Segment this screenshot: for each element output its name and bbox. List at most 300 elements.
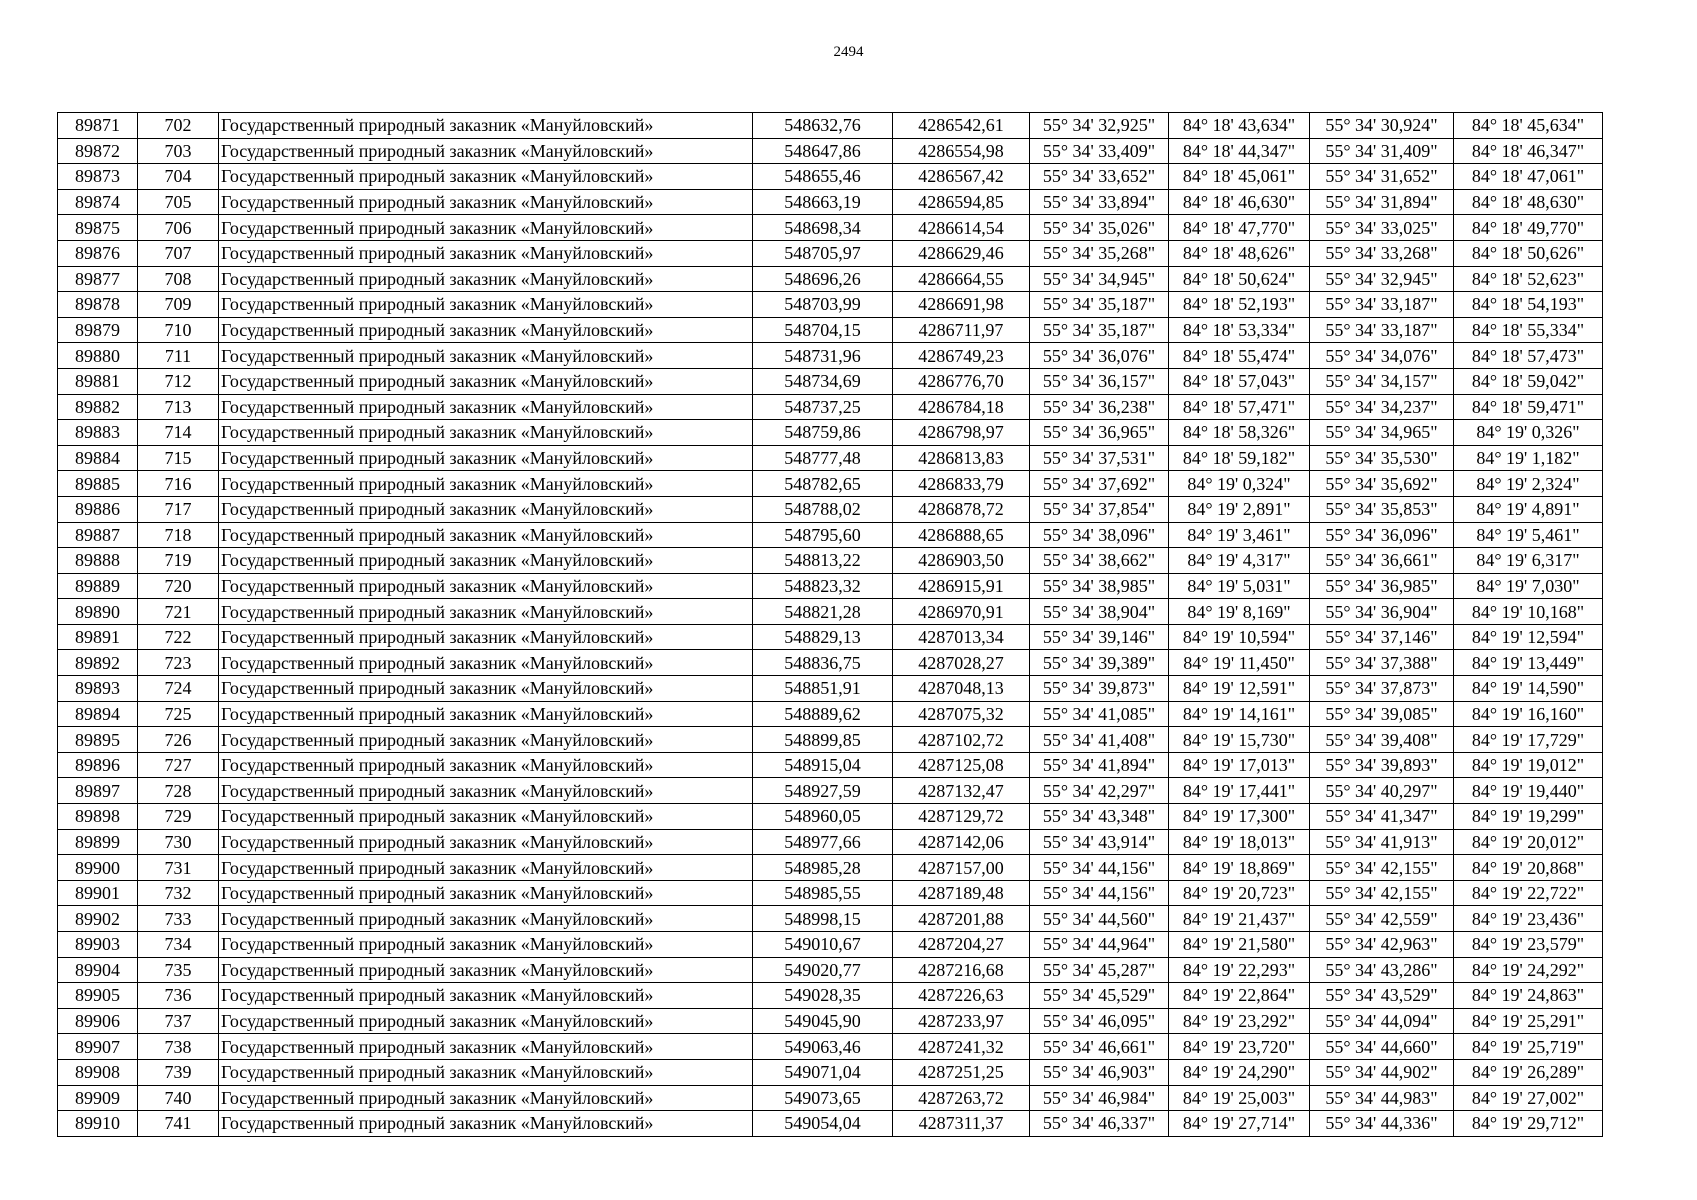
object-name-cell: Государственный природный заказник «Мануйловский» [219,676,753,702]
latitude-cell: 55° 34' 36,238" [1030,394,1169,420]
record-number-cell: 89873 [58,164,138,190]
x-coordinate-cell: 548899,85 [753,727,893,753]
object-name-cell: Государственный природный заказник «Мануйловский» [219,471,753,497]
point-number-cell: 733 [138,906,219,932]
longitude-cell: 84° 19' 27,714" [1169,1111,1310,1137]
object-name-cell: Государственный природный заказник «Мануйловский» [219,343,753,369]
object-name-cell: Государственный природный заказник «Мануйловский» [219,1008,753,1034]
longitude-alt-cell: 84° 19' 22,722" [1454,880,1603,906]
record-number-cell: 89890 [58,599,138,625]
point-number-cell: 703 [138,138,219,164]
record-number-cell: 89893 [58,676,138,702]
longitude-cell: 84° 19' 12,591" [1169,676,1310,702]
x-coordinate-cell: 548655,46 [753,164,893,190]
longitude-alt-cell: 84° 19' 2,324" [1454,471,1603,497]
object-name-cell: Государственный природный заказник «Мануйловский» [219,215,753,241]
latitude-cell: 55° 34' 44,560" [1030,906,1169,932]
latitude-cell: 55° 34' 36,076" [1030,343,1169,369]
point-number-cell: 737 [138,1008,219,1034]
x-coordinate-cell: 548927,59 [753,778,893,804]
x-coordinate-cell: 548985,55 [753,880,893,906]
latitude-cell: 55° 34' 35,187" [1030,317,1169,343]
object-name-cell: Государственный природный заказник «Мануйловский» [219,420,753,446]
latitude-alt-cell: 55° 34' 42,963" [1310,932,1454,958]
table-row [58,343,1603,369]
latitude-alt-cell: 55° 34' 43,529" [1310,983,1454,1009]
latitude-cell: 55° 34' 45,287" [1030,957,1169,983]
y-coordinate-cell: 4287204,27 [893,932,1030,958]
longitude-cell: 84° 19' 22,864" [1169,983,1310,1009]
record-number-cell: 89902 [58,906,138,932]
x-coordinate-cell: 549020,77 [753,957,893,983]
x-coordinate-cell: 549071,04 [753,1059,893,1085]
table-row [58,804,1603,830]
latitude-cell: 55° 34' 46,903" [1030,1059,1169,1085]
object-name-cell: Государственный природный заказник «Мануйловский» [219,727,753,753]
record-number-cell: 89910 [58,1111,138,1137]
table-row [58,1008,1603,1034]
point-number-cell: 735 [138,957,219,983]
table-row [58,548,1603,574]
point-number-cell: 710 [138,317,219,343]
longitude-alt-cell: 84° 19' 10,168" [1454,599,1603,625]
table-row [58,1111,1603,1137]
latitude-alt-cell: 55° 34' 34,237" [1310,394,1454,420]
point-number-cell: 709 [138,292,219,318]
table-row [58,215,1603,241]
record-number-cell: 89881 [58,368,138,394]
y-coordinate-cell: 4287132,47 [893,778,1030,804]
latitude-alt-cell: 55° 34' 40,297" [1310,778,1454,804]
y-coordinate-cell: 4287102,72 [893,727,1030,753]
longitude-alt-cell: 84° 19' 24,863" [1454,983,1603,1009]
object-name-cell: Государственный природный заказник «Мануйловский» [219,701,753,727]
longitude-alt-cell: 84° 19' 23,436" [1454,906,1603,932]
longitude-alt-cell: 84° 18' 59,471" [1454,394,1603,420]
y-coordinate-cell: 4287251,25 [893,1059,1030,1085]
record-number-cell: 89897 [58,778,138,804]
record-number-cell: 89896 [58,752,138,778]
x-coordinate-cell: 548829,13 [753,624,893,650]
point-number-cell: 716 [138,471,219,497]
x-coordinate-cell: 548698,34 [753,215,893,241]
object-name-cell: Государственный природный заказник «Мануйловский» [219,113,753,139]
x-coordinate-cell: 548977,66 [753,829,893,855]
object-name-cell: Государственный природный заказник «Мануйловский» [219,957,753,983]
x-coordinate-cell: 548737,25 [753,394,893,420]
point-number-cell: 711 [138,343,219,369]
point-number-cell: 702 [138,113,219,139]
object-name-cell: Государственный природный заказник «Мануйловский» [219,445,753,471]
latitude-cell: 55° 34' 32,925" [1030,113,1169,139]
record-number-cell: 89907 [58,1034,138,1060]
longitude-alt-cell: 84° 19' 14,590" [1454,676,1603,702]
table-row [58,164,1603,190]
latitude-cell: 55° 34' 43,914" [1030,829,1169,855]
record-number-cell: 89899 [58,829,138,855]
point-number-cell: 707 [138,240,219,266]
x-coordinate-cell: 549045,90 [753,1008,893,1034]
longitude-cell: 84° 18' 57,471" [1169,394,1310,420]
point-number-cell: 719 [138,548,219,574]
latitude-alt-cell: 55° 34' 34,076" [1310,343,1454,369]
longitude-alt-cell: 84° 19' 26,289" [1454,1059,1603,1085]
latitude-alt-cell: 55° 34' 31,894" [1310,189,1454,215]
table-row [58,932,1603,958]
object-name-cell: Государственный природный заказник «Мануйловский» [219,1111,753,1137]
object-name-cell: Государственный природный заказник «Мануйловский» [219,932,753,958]
table-row [58,1059,1603,1085]
latitude-cell: 55° 34' 41,894" [1030,752,1169,778]
table-row [58,496,1603,522]
latitude-alt-cell: 55° 34' 36,096" [1310,522,1454,548]
x-coordinate-cell: 548647,86 [753,138,893,164]
object-name-cell: Государственный природный заказник «Мануйловский» [219,1059,753,1085]
latitude-alt-cell: 55° 34' 37,388" [1310,650,1454,676]
y-coordinate-cell: 4287189,48 [893,880,1030,906]
y-coordinate-cell: 4286970,91 [893,599,1030,625]
record-number-cell: 89903 [58,932,138,958]
longitude-cell: 84° 19' 10,594" [1169,624,1310,650]
longitude-cell: 84° 19' 5,031" [1169,573,1310,599]
longitude-alt-cell: 84° 19' 25,719" [1454,1034,1603,1060]
longitude-alt-cell: 84° 19' 6,317" [1454,548,1603,574]
point-number-cell: 708 [138,266,219,292]
y-coordinate-cell: 4286629,46 [893,240,1030,266]
table-row [58,189,1603,215]
latitude-alt-cell: 55° 34' 33,025" [1310,215,1454,241]
latitude-alt-cell: 55° 34' 39,893" [1310,752,1454,778]
longitude-cell: 84° 18' 47,770" [1169,215,1310,241]
table-row [58,880,1603,906]
table-row [58,522,1603,548]
record-number-cell: 89885 [58,471,138,497]
latitude-alt-cell: 55° 34' 44,660" [1310,1034,1454,1060]
point-number-cell: 706 [138,215,219,241]
object-name-cell: Государственный природный заказник «Мануйловский» [219,650,753,676]
table-row [58,1085,1603,1111]
table-row [58,445,1603,471]
longitude-cell: 84° 19' 11,450" [1169,650,1310,676]
longitude-alt-cell: 84° 18' 45,634" [1454,113,1603,139]
longitude-alt-cell: 84° 18' 59,042" [1454,368,1603,394]
latitude-cell: 55° 34' 43,348" [1030,804,1169,830]
object-name-cell: Государственный природный заказник «Мануйловский» [219,573,753,599]
longitude-cell: 84° 18' 45,061" [1169,164,1310,190]
latitude-cell: 55° 34' 41,085" [1030,701,1169,727]
object-name-cell: Государственный природный заказник «Мануйловский» [219,804,753,830]
longitude-cell: 84° 19' 14,161" [1169,701,1310,727]
table-row [58,292,1603,318]
point-number-cell: 722 [138,624,219,650]
y-coordinate-cell: 4287142,06 [893,829,1030,855]
object-name-cell: Государственный природный заказник «Мануйловский» [219,164,753,190]
object-name-cell: Государственный природный заказник «Мануйловский» [219,1085,753,1111]
table-row [58,624,1603,650]
longitude-alt-cell: 84° 19' 20,868" [1454,855,1603,881]
x-coordinate-cell: 548788,02 [753,496,893,522]
point-number-cell: 714 [138,420,219,446]
longitude-alt-cell: 84° 18' 46,347" [1454,138,1603,164]
record-number-cell: 89891 [58,624,138,650]
y-coordinate-cell: 4287201,88 [893,906,1030,932]
table-row [58,752,1603,778]
latitude-cell: 55° 34' 36,157" [1030,368,1169,394]
latitude-cell: 55° 34' 36,965" [1030,420,1169,446]
record-number-cell: 89905 [58,983,138,1009]
x-coordinate-cell: 548663,19 [753,189,893,215]
point-number-cell: 726 [138,727,219,753]
table-row [58,676,1603,702]
object-name-cell: Государственный природный заказник «Мануйловский» [219,599,753,625]
point-number-cell: 718 [138,522,219,548]
latitude-alt-cell: 55° 34' 44,094" [1310,1008,1454,1034]
x-coordinate-cell: 548734,69 [753,368,893,394]
point-number-cell: 715 [138,445,219,471]
latitude-cell: 55° 34' 33,409" [1030,138,1169,164]
longitude-cell: 84° 18' 43,634" [1169,113,1310,139]
latitude-cell: 55° 34' 35,187" [1030,292,1169,318]
record-number-cell: 89874 [58,189,138,215]
object-name-cell: Государственный природный заказник «Мануйловский» [219,778,753,804]
point-number-cell: 717 [138,496,219,522]
longitude-cell: 84° 18' 44,347" [1169,138,1310,164]
longitude-cell: 84° 18' 50,624" [1169,266,1310,292]
latitude-cell: 55° 34' 46,984" [1030,1085,1169,1111]
latitude-cell: 55° 34' 34,945" [1030,266,1169,292]
point-number-cell: 721 [138,599,219,625]
object-name-cell: Государственный природный заказник «Мануйловский» [219,189,753,215]
longitude-cell: 84° 19' 24,290" [1169,1059,1310,1085]
longitude-cell: 84° 19' 2,891" [1169,496,1310,522]
y-coordinate-cell: 4286878,72 [893,496,1030,522]
record-number-cell: 89898 [58,804,138,830]
latitude-cell: 55° 34' 38,662" [1030,548,1169,574]
table-row [58,855,1603,881]
longitude-alt-cell: 84° 19' 19,299" [1454,804,1603,830]
record-number-cell: 89871 [58,113,138,139]
latitude-cell: 55° 34' 44,156" [1030,855,1169,881]
x-coordinate-cell: 548777,48 [753,445,893,471]
y-coordinate-cell: 4286784,18 [893,394,1030,420]
latitude-alt-cell: 55° 34' 41,347" [1310,804,1454,830]
longitude-cell: 84° 19' 23,292" [1169,1008,1310,1034]
object-name-cell: Государственный природный заказник «Мануйловский» [219,1034,753,1060]
longitude-cell: 84° 19' 21,580" [1169,932,1310,958]
y-coordinate-cell: 4286567,42 [893,164,1030,190]
longitude-alt-cell: 84° 19' 12,594" [1454,624,1603,650]
latitude-cell: 55° 34' 38,904" [1030,599,1169,625]
latitude-alt-cell: 55° 34' 36,661" [1310,548,1454,574]
longitude-cell: 84° 19' 17,441" [1169,778,1310,804]
record-number-cell: 89879 [58,317,138,343]
y-coordinate-cell: 4287013,34 [893,624,1030,650]
longitude-alt-cell: 84° 19' 5,461" [1454,522,1603,548]
x-coordinate-cell: 548704,15 [753,317,893,343]
y-coordinate-cell: 4286903,50 [893,548,1030,574]
latitude-alt-cell: 55° 34' 42,155" [1310,855,1454,881]
latitude-cell: 55° 34' 35,026" [1030,215,1169,241]
object-name-cell: Государственный природный заказник «Мануйловский» [219,394,753,420]
latitude-alt-cell: 55° 34' 37,873" [1310,676,1454,702]
record-number-cell: 89882 [58,394,138,420]
latitude-alt-cell: 55° 34' 33,268" [1310,240,1454,266]
object-name-cell: Государственный природный заказник «Мануйловский» [219,522,753,548]
longitude-alt-cell: 84° 19' 27,002" [1454,1085,1603,1111]
table-row [58,420,1603,446]
record-number-cell: 89909 [58,1085,138,1111]
latitude-alt-cell: 55° 34' 39,085" [1310,701,1454,727]
y-coordinate-cell: 4287311,37 [893,1111,1030,1137]
latitude-alt-cell: 55° 34' 31,652" [1310,164,1454,190]
latitude-alt-cell: 55° 34' 44,902" [1310,1059,1454,1085]
point-number-cell: 740 [138,1085,219,1111]
x-coordinate-cell: 548823,32 [753,573,893,599]
x-coordinate-cell: 548998,15 [753,906,893,932]
object-name-cell: Государственный природный заказник «Мануйловский» [219,292,753,318]
y-coordinate-cell: 4286542,61 [893,113,1030,139]
latitude-alt-cell: 55° 34' 44,983" [1310,1085,1454,1111]
record-number-cell: 89877 [58,266,138,292]
longitude-alt-cell: 84° 19' 16,160" [1454,701,1603,727]
record-number-cell: 89895 [58,727,138,753]
longitude-cell: 84° 19' 18,013" [1169,829,1310,855]
longitude-cell: 84° 18' 58,326" [1169,420,1310,446]
x-coordinate-cell: 548889,62 [753,701,893,727]
object-name-cell: Государственный природный заказник «Мануйловский» [219,624,753,650]
object-name-cell: Государственный природный заказник «Мануйловский» [219,548,753,574]
x-coordinate-cell: 548915,04 [753,752,893,778]
object-name-cell: Государственный природный заказник «Мануйловский» [219,983,753,1009]
table-row [58,113,1603,139]
x-coordinate-cell: 548632,76 [753,113,893,139]
longitude-alt-cell: 84° 19' 19,012" [1454,752,1603,778]
x-coordinate-cell: 549028,35 [753,983,893,1009]
object-name-cell: Государственный природный заказник «Мануйловский» [219,138,753,164]
latitude-cell: 55° 34' 38,096" [1030,522,1169,548]
longitude-alt-cell: 84° 19' 17,729" [1454,727,1603,753]
object-name-cell: Государственный природный заказник «Мануйловский» [219,266,753,292]
latitude-cell: 55° 34' 38,985" [1030,573,1169,599]
y-coordinate-cell: 4286614,54 [893,215,1030,241]
table-row [58,573,1603,599]
latitude-alt-cell: 55° 34' 33,187" [1310,292,1454,318]
x-coordinate-cell: 548836,75 [753,650,893,676]
longitude-cell: 84° 19' 17,013" [1169,752,1310,778]
latitude-alt-cell: 55° 34' 43,286" [1310,957,1454,983]
longitude-alt-cell: 84° 18' 54,193" [1454,292,1603,318]
page-number: 2494 [833,44,864,60]
object-name-cell: Государственный природный заказник «Мануйловский» [219,752,753,778]
record-number-cell: 89872 [58,138,138,164]
record-number-cell: 89892 [58,650,138,676]
longitude-cell: 84° 18' 48,626" [1169,240,1310,266]
y-coordinate-cell: 4286798,97 [893,420,1030,446]
latitude-alt-cell: 55° 34' 33,187" [1310,317,1454,343]
latitude-alt-cell: 55° 34' 32,945" [1310,266,1454,292]
longitude-alt-cell: 84° 19' 0,326" [1454,420,1603,446]
y-coordinate-cell: 4286813,83 [893,445,1030,471]
record-number-cell: 89876 [58,240,138,266]
longitude-cell: 84° 19' 20,723" [1169,880,1310,906]
latitude-alt-cell: 55° 34' 42,155" [1310,880,1454,906]
record-number-cell: 89894 [58,701,138,727]
latitude-cell: 55° 34' 42,297" [1030,778,1169,804]
y-coordinate-cell: 4287125,08 [893,752,1030,778]
latitude-cell: 55° 34' 44,156" [1030,880,1169,906]
y-coordinate-cell: 4286711,97 [893,317,1030,343]
point-number-cell: 729 [138,804,219,830]
longitude-alt-cell: 84° 19' 20,012" [1454,829,1603,855]
longitude-alt-cell: 84° 18' 50,626" [1454,240,1603,266]
record-number-cell: 89906 [58,1008,138,1034]
table-row [58,266,1603,292]
latitude-alt-cell: 55° 34' 34,157" [1310,368,1454,394]
object-name-cell: Государственный природный заказник «Мануйловский» [219,240,753,266]
y-coordinate-cell: 4287233,97 [893,1008,1030,1034]
latitude-cell: 55° 34' 33,652" [1030,164,1169,190]
longitude-alt-cell: 84° 19' 4,891" [1454,496,1603,522]
longitude-cell: 84° 19' 22,293" [1169,957,1310,983]
table-row [58,240,1603,266]
longitude-cell: 84° 19' 23,720" [1169,1034,1310,1060]
y-coordinate-cell: 4287157,00 [893,855,1030,881]
point-number-cell: 730 [138,829,219,855]
longitude-cell: 84° 19' 8,169" [1169,599,1310,625]
latitude-alt-cell: 55° 34' 34,965" [1310,420,1454,446]
y-coordinate-cell: 4287241,32 [893,1034,1030,1060]
longitude-alt-cell: 84° 19' 25,291" [1454,1008,1603,1034]
latitude-alt-cell: 55° 34' 37,146" [1310,624,1454,650]
x-coordinate-cell: 548985,28 [753,855,893,881]
y-coordinate-cell: 4286554,98 [893,138,1030,164]
point-number-cell: 724 [138,676,219,702]
object-name-cell: Государственный природный заказник «Мануйловский» [219,906,753,932]
longitude-cell: 84° 19' 21,437" [1169,906,1310,932]
x-coordinate-cell: 548705,97 [753,240,893,266]
longitude-cell: 84° 19' 15,730" [1169,727,1310,753]
object-name-cell: Государственный природный заказник «Мануйловский» [219,317,753,343]
latitude-alt-cell: 55° 34' 36,985" [1310,573,1454,599]
longitude-cell: 84° 19' 4,317" [1169,548,1310,574]
record-number-cell: 89888 [58,548,138,574]
longitude-alt-cell: 84° 18' 57,473" [1454,343,1603,369]
latitude-alt-cell: 55° 34' 41,913" [1310,829,1454,855]
table-row [58,138,1603,164]
longitude-cell: 84° 18' 57,043" [1169,368,1310,394]
point-number-cell: 741 [138,1111,219,1137]
object-name-cell: Государственный природный заказник «Мануйловский» [219,496,753,522]
x-coordinate-cell: 548731,96 [753,343,893,369]
table-row [58,983,1603,1009]
record-number-cell: 89904 [58,957,138,983]
point-number-cell: 705 [138,189,219,215]
record-number-cell: 89883 [58,420,138,446]
x-coordinate-cell: 548813,22 [753,548,893,574]
y-coordinate-cell: 4286594,85 [893,189,1030,215]
longitude-cell: 84° 19' 17,300" [1169,804,1310,830]
longitude-alt-cell: 84° 19' 13,449" [1454,650,1603,676]
latitude-cell: 55° 34' 39,389" [1030,650,1169,676]
table-row [58,368,1603,394]
x-coordinate-cell: 548795,60 [753,522,893,548]
table-body [58,113,1603,1137]
longitude-cell: 84° 19' 0,324" [1169,471,1310,497]
latitude-alt-cell: 55° 34' 44,336" [1310,1111,1454,1137]
table-row [58,394,1603,420]
object-name-cell: Государственный природный заказник «Мануйловский» [219,368,753,394]
latitude-alt-cell: 55° 34' 35,692" [1310,471,1454,497]
